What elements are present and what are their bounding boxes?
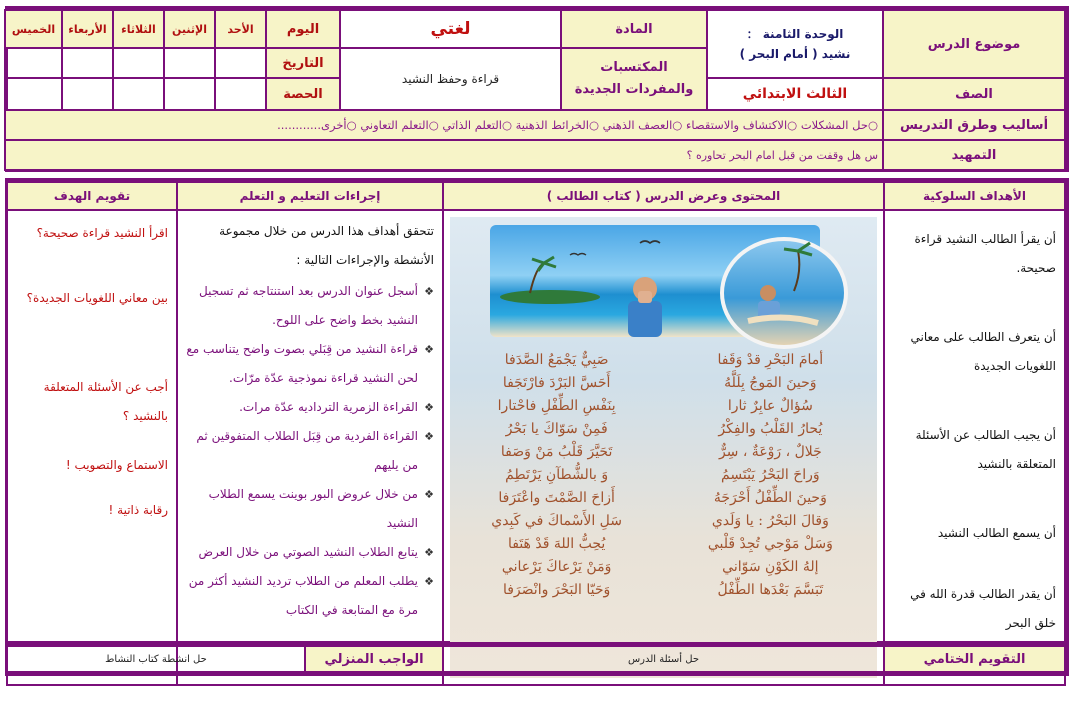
topic-label: موضوع الدرس [883, 10, 1065, 78]
procedure-step: ❖ يطلب المعلم من الطلاب ترديد النشيد أكثر من مرة مع المتابعة في الكتاب [186, 567, 434, 625]
poem-line: وَحَيّا البَحْرَ وانْصَرَفا [502, 582, 611, 598]
period-cell-5 [5, 78, 62, 110]
day-wednesday: الأربعاء [62, 10, 113, 48]
poem [458, 349, 869, 670]
poem-verse [458, 487, 869, 510]
subject-label: المادة [561, 10, 707, 48]
objectives-header: الأهداف السلوكية [884, 182, 1065, 210]
boy-illustration [728, 241, 840, 337]
final-eval-label: التقويم الختامي [884, 646, 1065, 672]
period-cell-2 [164, 78, 215, 110]
period-cell-4 [62, 78, 113, 110]
procedure-step: ❖ القراءة الزمرية الترداديه عدّة مرات. [186, 393, 434, 422]
objective-1: أن يقرأ الطالب النشيد قراءة صحيحة. [914, 232, 1056, 275]
procedure-step: ❖ قراءة النشيد من قِبَلي بصوت واضح يتناسب مع لحن النشيد قراءة نموذجية عدّة مرّات. [186, 335, 434, 393]
procedures-intro: تتحقق أهداف هذا الدرس من خلال مجموعة الأنشطة والإجراءات التالية : [219, 224, 434, 267]
boy-at-sea-image [720, 237, 848, 349]
unit-title [707, 10, 883, 78]
header-table [5, 6, 1069, 172]
objective-5: أن يقدر الطالب قدرة الله في خلق البحر [910, 587, 1056, 630]
poem-line: تَبَسَّمَ بَعْدَها الطِّفْلُ [717, 582, 824, 598]
objective-2: أن يتعرف الطالب على معاني اللغويات الجديدة [910, 330, 1056, 373]
lesson-picture [450, 217, 877, 678]
subject-value: لغتي [340, 10, 561, 48]
poem-line: سَلِ الأَسْماكَ في كَبِدي [491, 513, 622, 529]
poem-line: أمامَ البَحْرِ قدْ وَقَفا [717, 352, 824, 368]
poem-line: إلهُ الكَوْنِ سَوّاني [722, 559, 819, 575]
day-thursday: الخميس [5, 10, 62, 48]
evaluation-list [7, 210, 177, 685]
evaluation-header: تقويم الهدف [7, 182, 177, 210]
procedure-step: ❖ أسجل عنوان الدرس بعد استنتاجه ثم تسجيل النشيد بخط واضح على اللوح. [186, 277, 434, 335]
evaluation-item-5: رقابة ذاتية ! [108, 503, 168, 517]
date-label: التاريخ [266, 48, 340, 78]
evaluation-item-4: الاستماع والتصويب ! [65, 458, 168, 472]
poem-line: سُؤالٌ عابِرٌ ثارا [727, 398, 813, 414]
poem-verse [458, 510, 869, 533]
date-cell-1 [215, 48, 266, 78]
procedure-step: ❖ من خلال عروض البور بوينت يسمع الطلاب النشيد [186, 480, 434, 538]
poem-line: وَ بالشُّطآنِ يَرْتَطِمُ [505, 467, 609, 483]
poem-line: يُحِبُّ اللهَ قَدْ هَتَفا [507, 536, 606, 552]
period-label: الحصة [266, 78, 340, 110]
poem-line: يُحارُ القَلْبُ والفِكْرُ [718, 421, 823, 437]
poem-verse [458, 349, 869, 372]
day-label: اليوم [266, 10, 340, 48]
homework-value: حل انشطة كتاب النشاط [7, 646, 305, 672]
methods-label: أساليب وطرق التدريس [883, 110, 1065, 140]
poem-verse [458, 556, 869, 579]
poem-line: بِنَفْسِ الطِّفْلِ فاحْتارا [497, 398, 616, 414]
date-cell-4 [62, 48, 113, 78]
unit-line-2: نشيد ( أمام البحر ) [739, 47, 851, 61]
objectives-list [884, 210, 1065, 685]
poem-line: صَبِيٌّ يَجْمَعُ الصَّدَفا [504, 352, 609, 368]
poem-line: وَمَنْ يَرْعاكَ يَرْعاني [501, 559, 612, 575]
grade-label: الصف [883, 78, 1065, 110]
poem-line: وَسَلْ مَوْجي تُجِدْ قَلْبي [707, 536, 833, 552]
content-header: المحتوى وعرض الدرس ( كتاب الطالب ) [443, 182, 884, 210]
poem-verse [458, 464, 869, 487]
objective-4: أن يسمع الطالب النشيد [937, 526, 1056, 540]
evaluation-item-1: اقرأ النشيد قراءة صحيحة؟ [36, 226, 168, 240]
day-sunday: الأحد [215, 10, 266, 48]
poem-verse [458, 441, 869, 464]
grade-value: الثالث الابتدائي [707, 78, 883, 110]
poem-line: أَزاحَ الصَّمْتَ واعْتَرَفا [498, 490, 615, 506]
procedures-list [177, 210, 443, 685]
date-cell-5 [5, 48, 62, 78]
poem-verse [458, 418, 869, 441]
poem-verse [458, 395, 869, 418]
evaluation-item-2: بين معاني اللغويات الجديدة؟ [26, 291, 168, 305]
unit-line-1: الوحدة الثامنة ： [746, 27, 844, 41]
acquired-label: المكتسبات والمفردات الجديدة [561, 48, 707, 110]
procedure-step: ❖ يتابع الطلاب النشيد الصوتي من خلال العرض [186, 538, 434, 567]
period-cell-1 [215, 78, 266, 110]
poem-line: وَحينَ المَوجُ بِلَلَّهُ [724, 375, 817, 391]
lesson-table [5, 178, 1069, 644]
poem-line: وَحينَ الطِّفْلُ أَحْرَجَهُ [713, 490, 827, 506]
date-cell-3 [113, 48, 164, 78]
procedure-step: ❖ القراءة الفردية من قِبَل الطلاب المتفوقين ثم من يليهم [186, 422, 434, 480]
acquired-value: قراءة وحفظ النشيد [340, 48, 561, 110]
poem-line: وَقالَ البَحْرُ : يا وَلَدي [711, 513, 829, 529]
footer-table [5, 642, 1069, 676]
objective-3: أن يجيب الطالب عن الأسئلة المتعلقة بالنشيد [915, 428, 1056, 471]
content-cell [443, 210, 884, 685]
poem-line: جَلالٌ ، رَوْعَةٌ ، سِرٌّ [718, 444, 822, 460]
period-cell-3 [113, 78, 164, 110]
procedures-header: إجراءات التعليم و التعلم [177, 182, 443, 210]
poem-line: وَراحَ البَحْرُ يَبْتَسِمُ [721, 467, 820, 483]
day-tuesday: الثلاثاء [113, 10, 164, 48]
final-eval-value: حل أسئلة الدرس [443, 646, 884, 672]
poem-verse [458, 579, 869, 602]
date-cell-2 [164, 48, 215, 78]
poem-line: تَحَيَّرَ قَلْبُ مَنْ وَصَفا [500, 444, 613, 460]
poem-verse [458, 533, 869, 556]
evaluation-item-3: أجب عن الأسئلة المتعلقة بالنشيد ؟ [43, 380, 168, 423]
day-monday: الإثنين [164, 10, 215, 48]
intro-value: س هل وقفت من قبل امام البحر تحاوره ؟ [5, 140, 883, 170]
intro-label: التمهيد [883, 140, 1065, 170]
poem-line: فَمِنْ سَوّاكَ يا بَحْرُ [505, 421, 608, 437]
homework-label: الواجب المنزلي [305, 646, 443, 672]
methods-value: ○حل المشكلات ○الاكتشاف والاستقصاء ○العصف الذهني ○الخرائط الذهنية ○التعلم الذاتي ○التعلم التعاوني ○أخرى............ [5, 110, 883, 140]
poem-verse [458, 372, 869, 395]
poem-line: أَحَسَّ البَرْدَ فارْتَجَفا [502, 375, 611, 391]
